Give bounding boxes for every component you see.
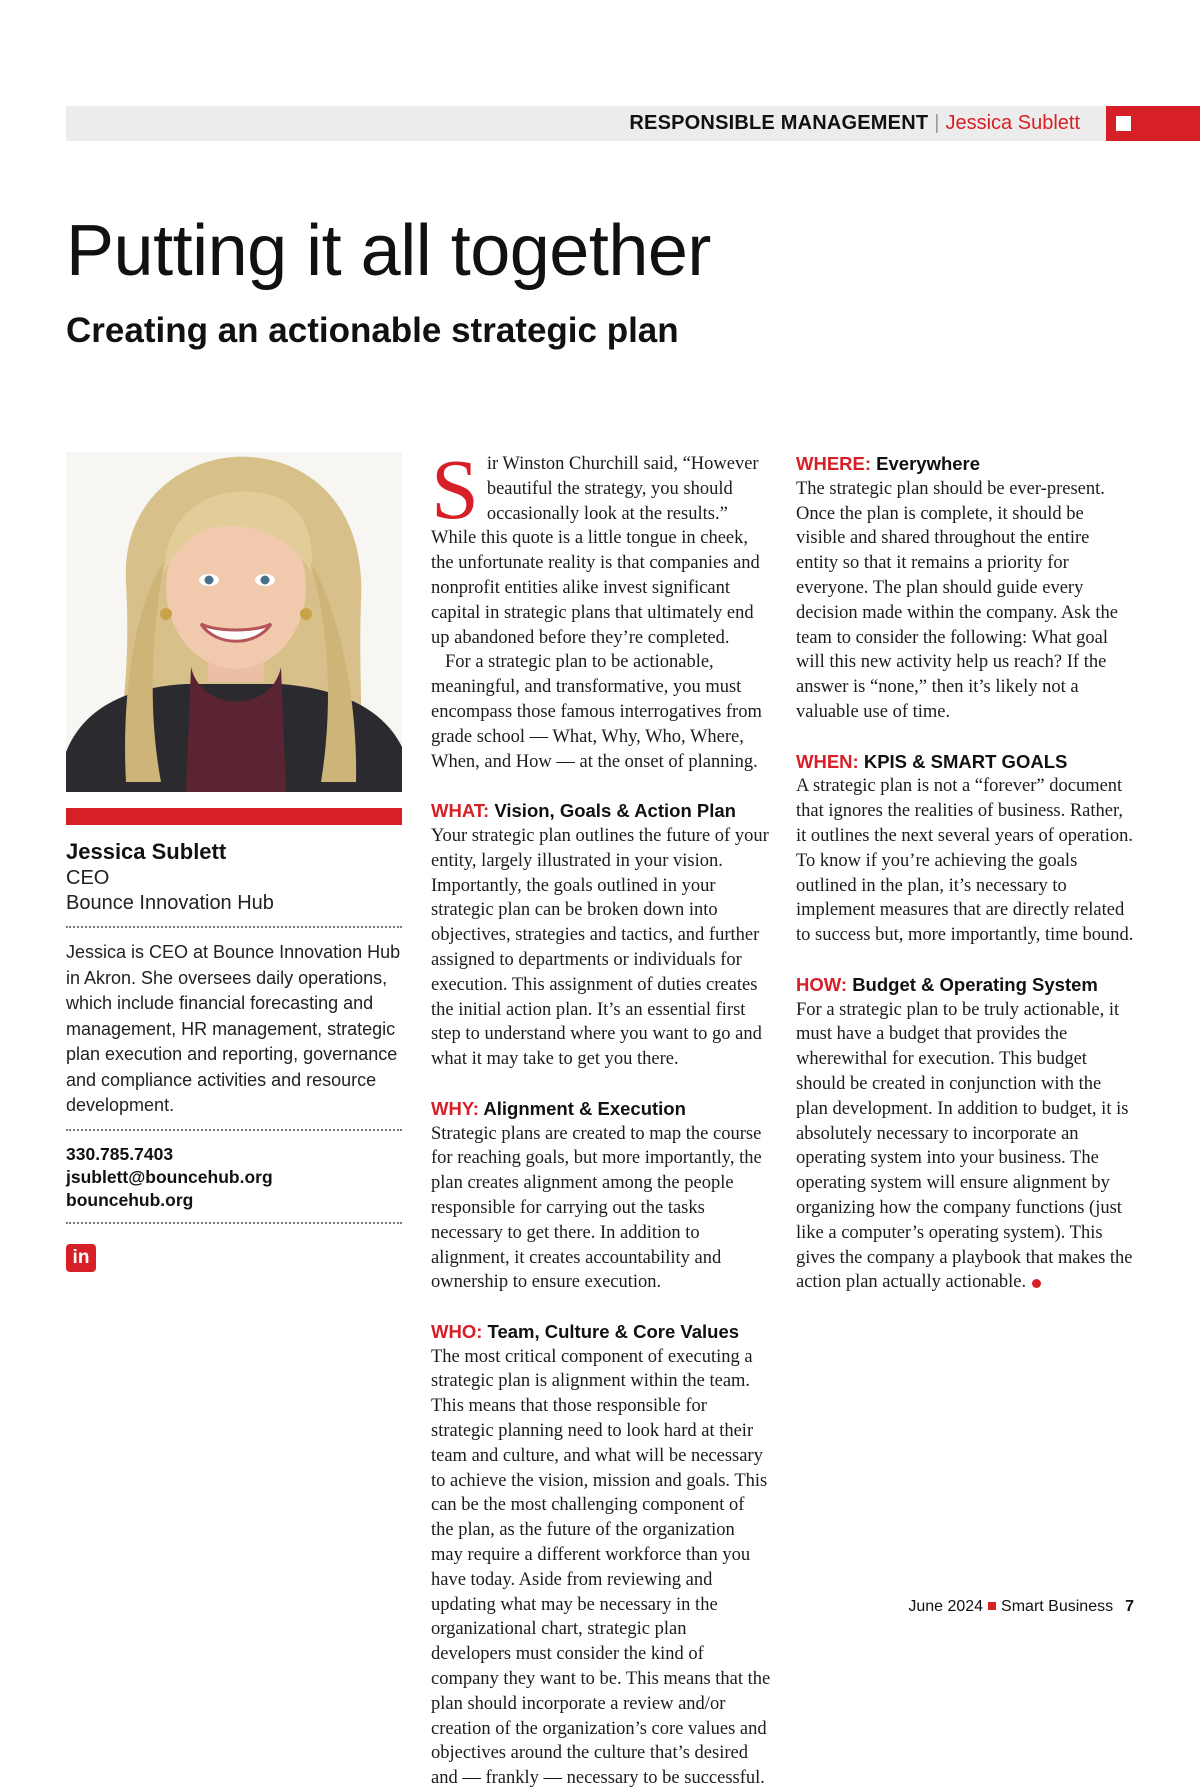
section-body-why: Strategic plans are created to map the course for reaching goals, but more importantly, the plan creates alignment among the people responsible for carrying out the tasks necessary to get there. In addition to alignment, it creates accountability and ownership to ensure execution. (431, 1123, 762, 1293)
section-label: WHEN: (796, 750, 859, 772)
intro-paragraph-2: For a strategic plan to be actionable, meaningful, and transformative, you must encompass those famous interrogatives from grade school — What, Why, Who, Where, When, and How — at the onset of planning. (431, 652, 762, 772)
section-heading-what (431, 799, 771, 824)
author-name: Jessica Sublett (66, 839, 227, 864)
author-company: Bounce Innovation Hub (66, 892, 274, 914)
section-body-what: Your strategic plan outlines the future of your entity, largely illustrated in your vision. Importantly, the goals outlined in your strategic plan can be broken down into objectives, strategies and tactics, and further assigned to departments or individuals for execution. This assignment of duties creates the initial action plan. It’s an essential first step to understand where you want to go and what it may take to get you there. (431, 825, 769, 1070)
section-heading-when (796, 750, 1136, 775)
issue-date: June 2024 (908, 1598, 984, 1615)
section-body-how (796, 998, 1136, 1296)
divider (66, 926, 402, 928)
section-body-when: A strategic plan is not a “forever” document that ignores the realities of business. Rather, it outlines the next several years of operation. To know if you’re achieving the goals outlined in the plan, it’s necessary to implement measures that are directly related to success but, more importantly, time bound. (796, 776, 1134, 946)
header-author: Jessica Sublett (945, 112, 1080, 134)
section-title: Alignment & Execution (483, 1097, 686, 1119)
intro-paragraph: ir Winston Churchill said, “However beautiful the strategy, you should occasionally look at the results.” While this quote is a little tongue in cheek, the unfortunate reality is that companies and nonprofit entities alike invest significant capital in strategic plans that ultimately end up abandoned before they’re completed. (431, 454, 760, 648)
publication-name: Smart Business (1001, 1598, 1114, 1615)
end-mark-icon (1032, 1279, 1041, 1288)
author-email-link[interactable]: jsublett@bouncehub.org (66, 1166, 273, 1187)
article-column-2 (796, 452, 1136, 1295)
how-text: For a strategic plan to be truly actionable, it must have a budget that provides the wherewithal for execution. This budget should be created in conjunction with the plan development. In addition to budget, it is absolutely necessary to incorporate an operating system into your business. The operating system will ensure alignment by organizing how the company functions (just like a computer’s operating system). This gives the company a playbook that makes the action plan actually actionable. (796, 999, 1133, 1293)
section-body-who (431, 1345, 771, 1791)
section-title: Team, Culture & Core Values (487, 1320, 740, 1342)
section-heading-who (431, 1320, 771, 1345)
drop-cap: S (431, 441, 479, 537)
article-column-1 (431, 441, 771, 1791)
section-title: Budget & Operating System (852, 973, 1098, 995)
section-header (629, 106, 1080, 141)
author-role: CEO (66, 867, 110, 889)
author-photo (66, 452, 402, 792)
section-label: WHAT: (431, 800, 490, 822)
section-body-where: The strategic plan should be ever-present. Once the plan is complete, it should be visible and shared throughout the entire entity so that it remains a priority for everyone. The plan should guide every decision made within the company. Ask the team to consider the following: What goal will this new activity help us reach? If the answer is “none,” then it’s likely not a valuable use of time. (796, 478, 1118, 722)
article-title: Putting it all together (66, 211, 711, 291)
divider (66, 1222, 402, 1224)
section-title: Everywhere (876, 453, 981, 474)
linkedin-icon[interactable]: in (66, 1244, 96, 1272)
section-label: HOW: (796, 973, 848, 995)
section-label: WHERE: (796, 453, 872, 474)
section-heading-how (796, 973, 1136, 998)
who-text: The most critical component of executing a strategic plan is alignment within the team. This means that those responsible for strategic planning need to look hard at their team and culture, and what will be necessary to achieve the vision, mission and goals. This can be the most challenging component of the plan, as the future of the organization may require a different workforce than you have today. Aside from reviewing and updating what may be necessary in the organizational chart, strategic plan developers must consider the kind of company they want to be. This means that the plan should incorporate a review and/or creation of the organization’s core values and objectives around the culture that’s desired and — frankly — necessary to be successful. (431, 1346, 771, 1789)
section-label: WHO: (431, 1320, 483, 1342)
article-subtitle: Creating an actionable strategic plan (66, 311, 679, 350)
section-title: KPIS & SMART GOALS (863, 750, 1068, 772)
author-portrait-illustration (66, 452, 402, 792)
section-heading-why (431, 1097, 771, 1122)
page-footer (908, 1598, 1134, 1616)
header-square-icon (1116, 116, 1131, 131)
section-label: WHY: (431, 1097, 479, 1119)
author-card (66, 838, 402, 1272)
section-title: Vision, Goals & Action Plan (494, 800, 736, 822)
author-website-link[interactable]: bouncehub.org (66, 1189, 194, 1210)
author-accent-bar (66, 808, 402, 825)
author-bio: Jessica is CEO at Bounce Innovation Hub in Akron. She oversees daily operations, which include financial forecasting and management, HR management, strategic plan execution and reporting, governance and compliance activities and resource development. (66, 942, 401, 1115)
header-separator: | (934, 112, 940, 134)
section-heading-where (796, 452, 1136, 477)
footer-square-icon (988, 1602, 996, 1610)
divider (66, 1129, 402, 1131)
author-phone: 330.785.7403 (66, 1143, 174, 1164)
page-number: 7 (1125, 1598, 1134, 1615)
section-name: RESPONSIBLE MANAGEMENT (629, 112, 929, 134)
